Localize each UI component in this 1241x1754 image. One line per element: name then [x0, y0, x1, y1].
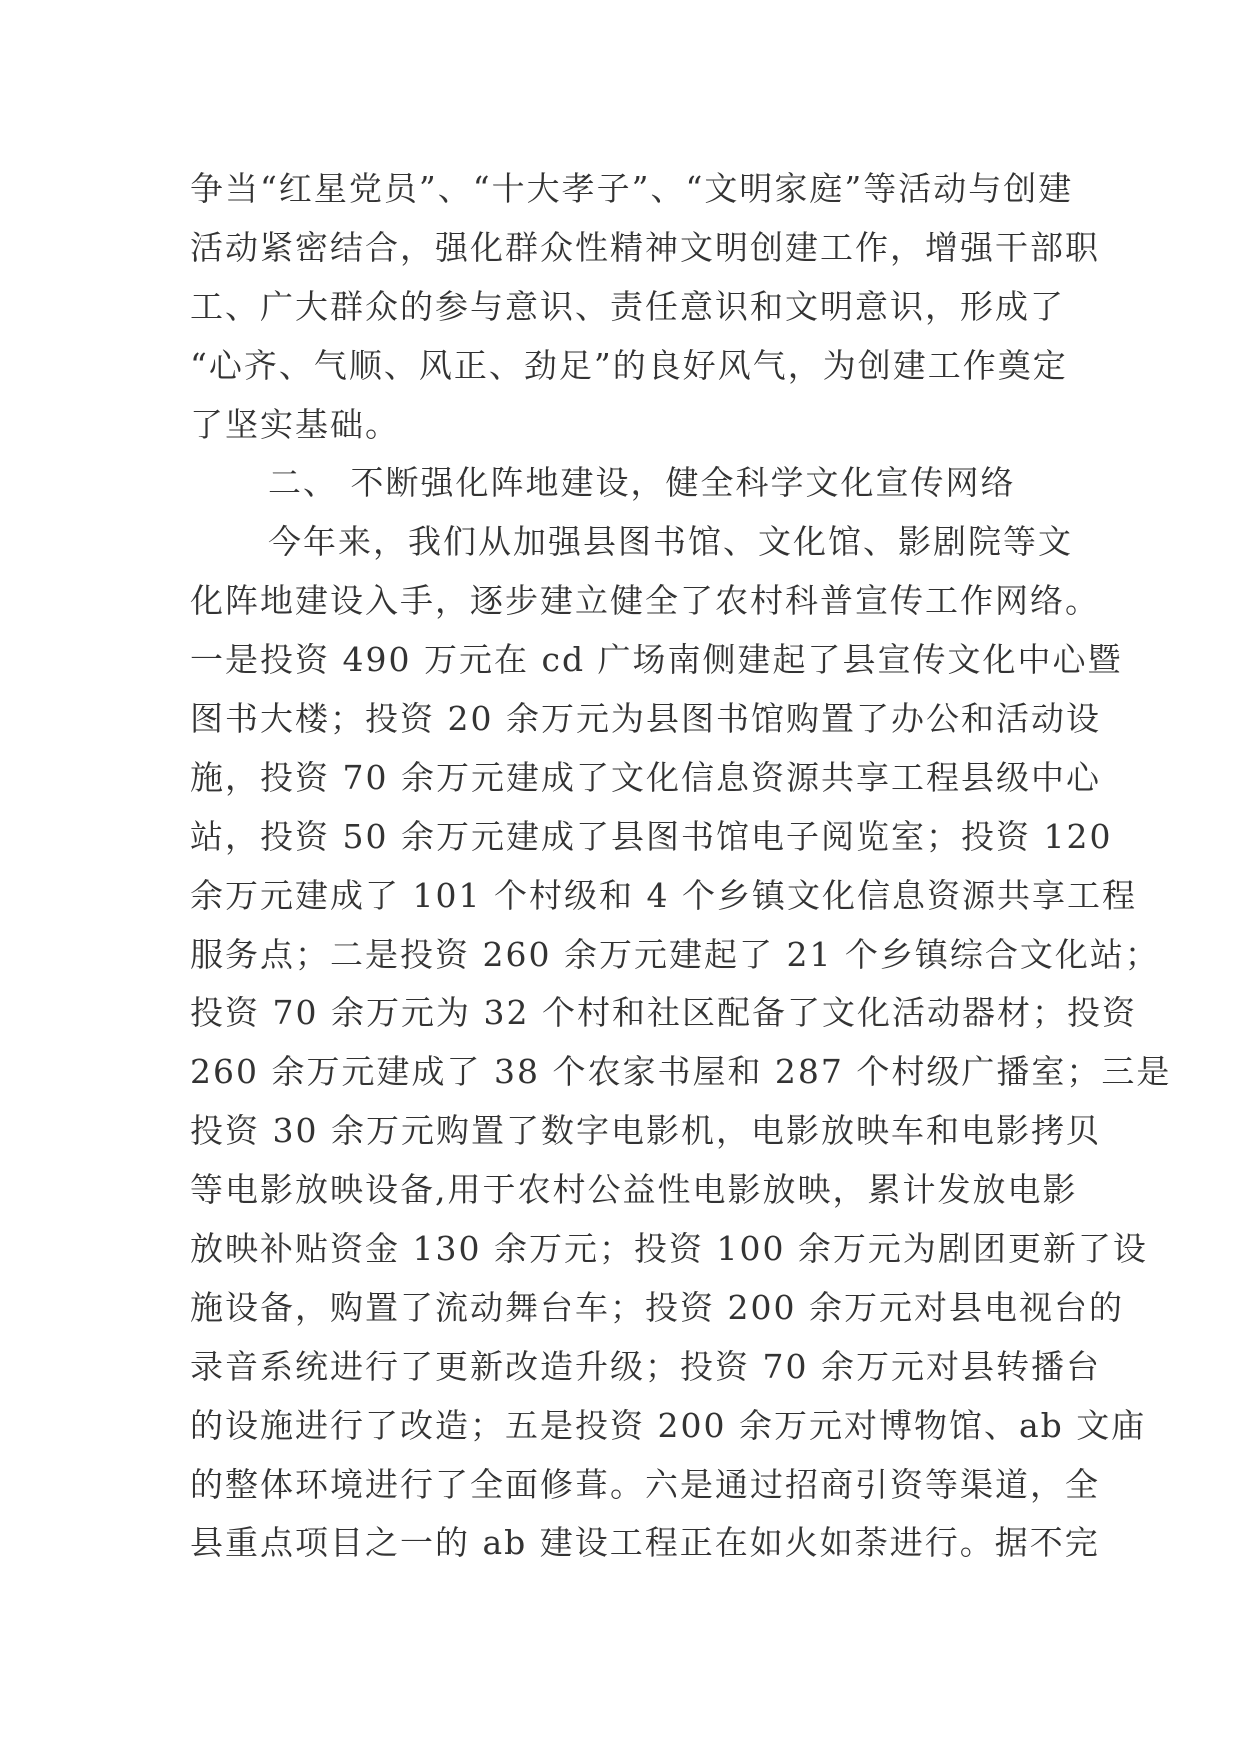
text-line: 施设备，购置了流动舞台车；投资 200 余万元对县电视台的: [190, 1287, 1124, 1327]
text-line: 的设施进行了改造；五是投资 200 余万元对博物馆、ab 文庙: [190, 1405, 1147, 1445]
text-line: “心齐、气顺、风正、劲足”的良好风气，为创建工作奠定: [190, 345, 1068, 385]
text-line: 投资 70 余万元为 32 个村和社区配备了文化活动器材；投资: [190, 993, 1137, 1033]
text-line: 图书大楼；投资 20 余万元为县图书馆购置了办公和活动设: [190, 699, 1101, 739]
text-line: 260 余万元建成了 38 个农家书屋和 287 个村级广播室；三是: [190, 1052, 1172, 1092]
text-line: 服务点；二是投资 260 余万元建起了 21 个乡镇综合文化站；: [190, 934, 1160, 974]
text-line: 活动紧密结合，强化群众性精神文明创建工作，增强干部职: [190, 227, 1100, 267]
text-line: 工、广大群众的参与意识、责任意识和文明意识，形成了: [190, 286, 1065, 326]
text-line: 余万元建成了 101 个村级和 4 个乡镇文化信息资源共享工程: [190, 875, 1137, 915]
text-line: 施，投资 70 余万元建成了文化信息资源共享工程县级中心: [190, 757, 1101, 797]
section-heading: 二、 不断强化阵地建设，健全科学文化宣传网络: [268, 463, 1016, 503]
text-line: 争当“红星党员”、“十大孝子”、“文明家庭”等活动与创建: [190, 169, 1074, 208]
text-line: 等电影放映设备,用于农村公益性电影放映，累计发放电影: [190, 1170, 1078, 1210]
text-line: 一是投资 490 万元在 cd 广场南侧建起了县宣传文化中心暨: [190, 640, 1123, 680]
text-line: 化阵地建设入手，逐步建立健全了农村科普宣传工作网络。: [190, 581, 1100, 621]
text-line: 放映补贴资金 130 余万元；投资 100 余万元为剧团更新了设: [190, 1229, 1148, 1269]
text-line: 录音系统进行了更新改造升级；投资 70 余万元对县转播台: [190, 1346, 1101, 1386]
text-line: 站，投资 50 余万元建成了县图书馆电子阅览室；投资 120: [190, 816, 1113, 856]
text-line: 的整体环境进行了全面修葺。六是通过招商引资等渠道，全: [190, 1464, 1100, 1504]
text-line: 投资 30 余万元购置了数字电影机，电影放映车和电影拷贝: [190, 1111, 1101, 1151]
text-line: 今年来，我们从加强县图书馆、文化馆、影剧院等文: [268, 522, 1073, 562]
text-line: 了坚实基础。: [190, 404, 400, 444]
body-text: [190, 160, 1172, 1573]
text-line: 县重点项目之一的 ab 建设工程正在如火如荼进行。据不完: [190, 1523, 1100, 1563]
